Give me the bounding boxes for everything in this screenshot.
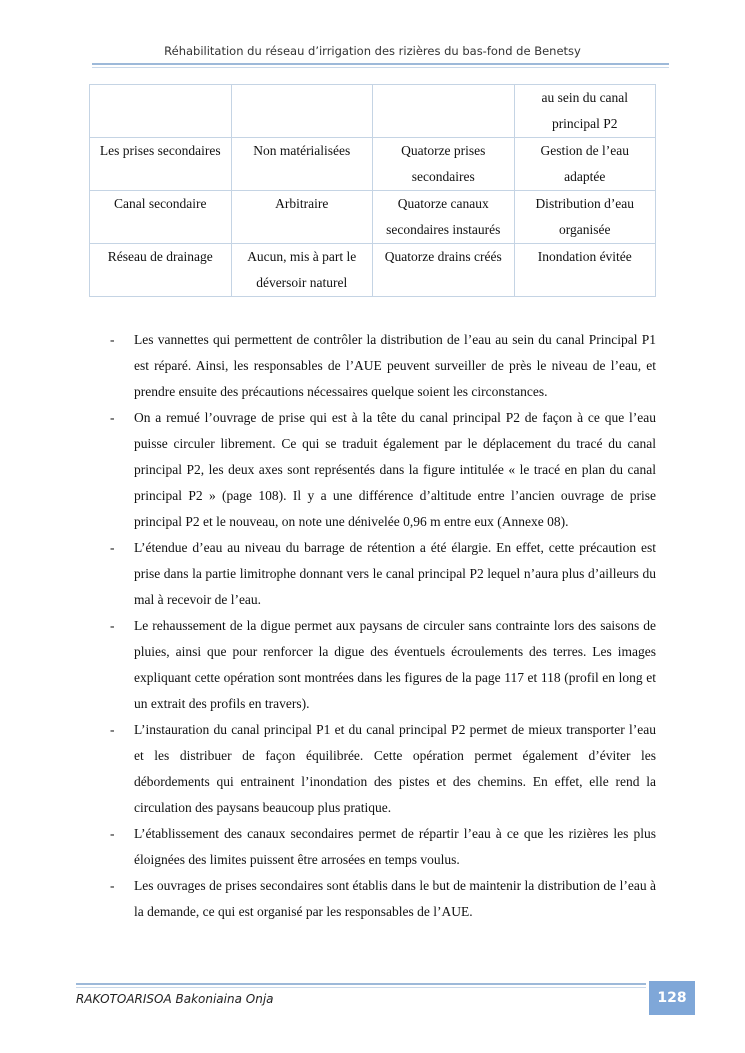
table-cell: Aucun, mis à part le déversoir naturel	[231, 244, 373, 297]
list-item-text: L’instauration du canal principal P1 et du canal principal P2 permet de mieux transporter l’eau et les distribuer de façon équilibrée. Cette opération permet également d’éviter les débordements qui entrainent l’inondation des pistes et des chemins. En effet, elle rend la circulation des paysans beaucoup plus pratique.	[134, 722, 656, 815]
list-item-text: On a remué l’ouvrage de prise qui est à la tête du canal principal P2 de façon à ce que l’eau puisse circuler librement. Ce qui se traduit également par le déplacement du tracé du canal principal P2, les deux axes sont représentés dans la figure intitulée « le tracé en plan du canal principal P2 » (page 108). Il y a une différence d’altitude entre l’ancien ouvrage de prise principal P2 et le nouveau, on note une dénivelée 0,96 m entre eux (Annexe 08).	[134, 410, 656, 529]
bullet-dash: -	[110, 540, 115, 555]
list-item	[110, 717, 656, 821]
bullet-dash: -	[110, 618, 115, 633]
header-divider-secondary	[92, 67, 669, 68]
list-item	[110, 405, 656, 535]
table-cell: Distribution d’eau organisée	[514, 191, 656, 244]
list-item-text: Les vannettes qui permettent de contrôler la distribution de l’eau au sein du canal Principal P1 est réparé. Ainsi, les responsables de l’AUE peuvent surveiller de près le niveau de l’eau, et prendre ensuite des précautions nécessaires quelque soient les circonstances.	[134, 332, 656, 399]
bullet-list	[110, 327, 656, 925]
bullet-dash: -	[110, 826, 115, 841]
table-cell: Quatorze canaux secondaires instaurés	[373, 191, 515, 244]
list-item	[110, 613, 656, 717]
table-row	[90, 85, 656, 138]
running-header-title: Réhabilitation du réseau d’irrigation des rizières du bas-fond de Benetsy	[164, 44, 581, 58]
list-item-text: L’étendue d’eau au niveau du barrage de rétention a été élargie. En effet, cette précaution est prise dans la partie limitrophe donnant vers le canal principal P2 lequel n’aura plus d’ailleurs du mal à recevoir de l’eau.	[134, 540, 656, 607]
footer-divider-secondary	[76, 987, 646, 988]
bullet-dash: -	[110, 332, 115, 347]
table-row	[90, 191, 656, 244]
table-cell: Canal secondaire	[90, 191, 232, 244]
table-row	[90, 138, 656, 191]
table-cell: Non matérialisées	[231, 138, 373, 191]
table-cell: Quatorze drains créés	[373, 244, 515, 297]
footer-author: RAKOTOARISOA Bakoniaina Onja	[76, 992, 274, 1006]
table-cell: Inondation évitée	[514, 244, 656, 297]
table-cell	[231, 85, 373, 138]
header-divider	[92, 63, 669, 65]
list-item-text: L’établissement des canaux secondaires permet de répartir l’eau à ce que les rizières les plus éloignées des limites puissent être arrosées en temps voulus.	[134, 826, 656, 867]
list-item	[110, 821, 656, 873]
table-cell	[373, 85, 515, 138]
table-cell: Réseau de drainage	[90, 244, 232, 297]
table-cell: Les prises secondaires	[90, 138, 232, 191]
table-cell: au sein du canal principal P2	[514, 85, 656, 138]
table-row	[90, 244, 656, 297]
list-item	[110, 535, 656, 613]
bullet-dash: -	[110, 722, 115, 737]
comparison-table	[89, 84, 656, 297]
list-item-text: Le rehaussement de la digue permet aux paysans de circuler sans contrainte lors des saisons de pluies, ainsi que pour renforcer la digue des éventuels écroulements des terres. Les images expliquant cette opération sont montrées dans les figures de la page 117 et 118 (profil en long et un extrait des profils en travers).	[134, 618, 656, 711]
list-item	[110, 327, 656, 405]
table-cell	[90, 85, 232, 138]
list-item-text: Les ouvrages de prises secondaires sont établis dans le but de maintenir la distribution de l’eau à la demande, ce qui est organisé par les responsables de l’AUE.	[134, 878, 656, 919]
list-item	[110, 873, 656, 925]
table-cell: Arbitraire	[231, 191, 373, 244]
footer-divider	[76, 983, 646, 985]
bullet-dash: -	[110, 410, 115, 425]
table-cell: Gestion de l’eau adaptée	[514, 138, 656, 191]
page-number-badge: 128	[649, 981, 695, 1015]
table-cell: Quatorze prises secondaires	[373, 138, 515, 191]
bullet-dash: -	[110, 878, 115, 893]
